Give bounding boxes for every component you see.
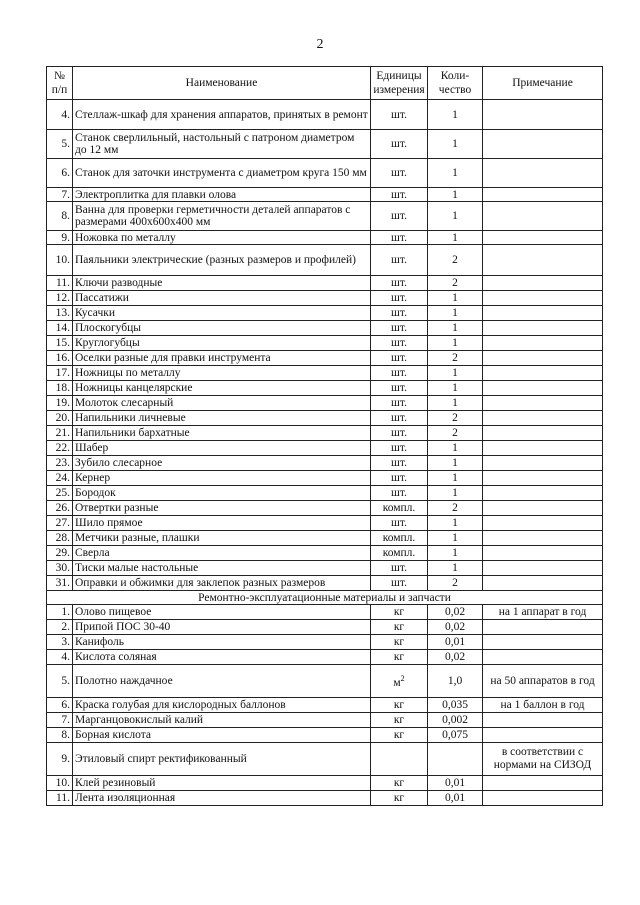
row-quantity: 0,035	[428, 698, 483, 713]
row-number: 24.	[47, 471, 73, 486]
table-row	[47, 456, 603, 471]
row-quantity: 1	[428, 381, 483, 396]
table-row	[47, 576, 603, 591]
row-note	[483, 486, 603, 501]
row-number: 17.	[47, 366, 73, 381]
row-note	[483, 130, 603, 159]
row-quantity: 1	[428, 456, 483, 471]
materials-section-header	[47, 591, 603, 605]
table-row	[47, 561, 603, 576]
row-number: 28.	[47, 531, 73, 546]
row-unit: шт.	[371, 336, 428, 351]
row-name: Ножницы канцелярские	[73, 381, 371, 396]
table-row	[47, 321, 603, 336]
row-quantity: 1,0	[428, 665, 483, 698]
row-quantity: 2	[428, 245, 483, 276]
row-note	[483, 366, 603, 381]
row-unit: кг	[371, 791, 428, 806]
row-name: Ключи разводные	[73, 276, 371, 291]
row-quantity: 1	[428, 321, 483, 336]
row-quantity	[428, 743, 483, 776]
row-unit: кг	[371, 728, 428, 743]
row-name: Отвертки разные	[73, 501, 371, 516]
row-unit: шт.	[371, 276, 428, 291]
row-note	[483, 620, 603, 635]
row-name: Кусачки	[73, 306, 371, 321]
table-row	[47, 531, 603, 546]
row-unit: шт.	[371, 159, 428, 188]
table-row	[47, 650, 603, 665]
row-note	[483, 381, 603, 396]
row-name: Станок сверлильный, настольный с патроном диаметром до 12 мм	[73, 130, 371, 159]
row-quantity: 1	[428, 291, 483, 306]
row-name: Электроплитка для плавки олова	[73, 188, 371, 202]
row-note	[483, 561, 603, 576]
header-quantity: Коли- чество	[428, 67, 483, 100]
row-quantity: 0,02	[428, 620, 483, 635]
row-quantity: 0,01	[428, 791, 483, 806]
row-number: 9.	[47, 743, 73, 776]
row-unit: шт.	[371, 100, 428, 130]
row-number: 29.	[47, 546, 73, 561]
row-number: 1.	[47, 605, 73, 620]
table-header-row	[47, 67, 603, 100]
header-name: Наименование	[73, 67, 371, 100]
row-unit: шт.	[371, 366, 428, 381]
table-row	[47, 605, 603, 620]
row-note: на 1 баллон в год	[483, 698, 603, 713]
row-number: 10.	[47, 245, 73, 276]
row-quantity: 1	[428, 366, 483, 381]
row-number: 11.	[47, 791, 73, 806]
row-number: 12.	[47, 291, 73, 306]
row-unit: кг	[371, 605, 428, 620]
unit-superscript: 2	[400, 674, 405, 684]
row-quantity: 0,02	[428, 650, 483, 665]
row-name: Полотно наждачное	[73, 665, 371, 698]
row-unit: шт.	[371, 396, 428, 411]
table-row	[47, 159, 603, 188]
row-quantity: 0,02	[428, 605, 483, 620]
row-quantity: 2	[428, 501, 483, 516]
row-name: Тиски малые настольные	[73, 561, 371, 576]
row-quantity: 1	[428, 231, 483, 245]
header-note: Примечание	[483, 67, 603, 100]
table-row	[47, 130, 603, 159]
row-number: 22.	[47, 441, 73, 456]
table-row	[47, 620, 603, 635]
row-unit: шт.	[371, 486, 428, 501]
row-name: Ножовка по металлу	[73, 231, 371, 245]
table-row	[47, 501, 603, 516]
row-name: Канифоль	[73, 635, 371, 650]
row-name: Оправки и обжимки для заклепок разных размеров	[73, 576, 371, 591]
row-unit: компл.	[371, 501, 428, 516]
row-unit: шт.	[371, 231, 428, 245]
row-note	[483, 336, 603, 351]
table-row	[47, 776, 603, 791]
row-note	[483, 188, 603, 202]
table-row	[47, 336, 603, 351]
row-note	[483, 245, 603, 276]
table-row	[47, 202, 603, 231]
row-quantity: 1	[428, 159, 483, 188]
row-note: на 50 аппаратов в год	[483, 665, 603, 698]
row-unit: шт.	[371, 456, 428, 471]
row-note	[483, 576, 603, 591]
row-note	[483, 471, 603, 486]
table-row	[47, 231, 603, 245]
row-quantity: 1	[428, 486, 483, 501]
materials-section	[47, 605, 603, 806]
table-row	[47, 396, 603, 411]
table-row	[47, 426, 603, 441]
header-number: № п/п	[47, 67, 73, 100]
row-note	[483, 650, 603, 665]
row-unit: шт.	[371, 306, 428, 321]
row-quantity: 2	[428, 351, 483, 366]
row-note	[483, 546, 603, 561]
row-number: 6.	[47, 698, 73, 713]
row-unit: шт.	[371, 576, 428, 591]
table-row	[47, 276, 603, 291]
row-quantity: 1	[428, 336, 483, 351]
row-unit: шт.	[371, 202, 428, 231]
row-quantity: 1	[428, 306, 483, 321]
table-row	[47, 516, 603, 531]
row-quantity: 1	[428, 202, 483, 231]
table-row	[47, 306, 603, 321]
row-number: 7.	[47, 188, 73, 202]
row-unit: кг	[371, 713, 428, 728]
row-unit: шт.	[371, 471, 428, 486]
row-number: 16.	[47, 351, 73, 366]
row-name: Шабер	[73, 441, 371, 456]
row-number: 6.	[47, 159, 73, 188]
row-note	[483, 456, 603, 471]
row-number: 25.	[47, 486, 73, 501]
row-number: 5.	[47, 665, 73, 698]
row-number: 14.	[47, 321, 73, 336]
row-name: Кернер	[73, 471, 371, 486]
row-quantity: 0,01	[428, 776, 483, 791]
row-unit: шт.	[371, 130, 428, 159]
row-quantity: 2	[428, 576, 483, 591]
table-row	[47, 713, 603, 728]
row-name: Пассатижи	[73, 291, 371, 306]
row-name: Кислота соляная	[73, 650, 371, 665]
header-unit: Единицы измерения	[371, 67, 428, 100]
row-name: Станок для заточки инструмента с диаметром круга 150 мм	[73, 159, 371, 188]
row-number: 15.	[47, 336, 73, 351]
row-number: 13.	[47, 306, 73, 321]
row-unit: шт.	[371, 516, 428, 531]
row-number: 18.	[47, 381, 73, 396]
row-quantity: 0,075	[428, 728, 483, 743]
row-unit: шт.	[371, 561, 428, 576]
row-quantity: 1	[428, 396, 483, 411]
row-name: Ножницы по металлу	[73, 366, 371, 381]
section-title: Ремонтно-эксплуатационные материалы и запчасти	[47, 591, 603, 605]
row-quantity: 1	[428, 561, 483, 576]
row-note	[483, 100, 603, 130]
row-name: Шило прямое	[73, 516, 371, 531]
row-number: 21.	[47, 426, 73, 441]
row-name: Молоток слесарный	[73, 396, 371, 411]
table-row	[47, 411, 603, 426]
row-unit: кг	[371, 650, 428, 665]
table-row	[47, 635, 603, 650]
row-quantity: 2	[428, 276, 483, 291]
row-name: Плоскогубцы	[73, 321, 371, 336]
row-name: Стеллаж-шкаф для хранения аппаратов, принятых в ремонт	[73, 100, 371, 130]
row-quantity: 1	[428, 100, 483, 130]
row-unit: кг	[371, 698, 428, 713]
table-row	[47, 546, 603, 561]
row-name: Бородок	[73, 486, 371, 501]
table-row	[47, 486, 603, 501]
row-quantity: 0,002	[428, 713, 483, 728]
row-name: Метчики разные, плашки	[73, 531, 371, 546]
row-number: 5.	[47, 130, 73, 159]
table-row	[47, 471, 603, 486]
table-row	[47, 366, 603, 381]
row-number: 23.	[47, 456, 73, 471]
row-unit: шт.	[371, 351, 428, 366]
table-row	[47, 100, 603, 130]
table-row	[47, 728, 603, 743]
row-note	[483, 306, 603, 321]
row-name: Краска голубая для кислородных баллонов	[73, 698, 371, 713]
row-note	[483, 516, 603, 531]
row-name: Олово пищевое	[73, 605, 371, 620]
row-name: Сверла	[73, 546, 371, 561]
row-note	[483, 411, 603, 426]
row-name: Зубило слесарное	[73, 456, 371, 471]
row-note	[483, 276, 603, 291]
table-row	[47, 351, 603, 366]
row-quantity: 0,01	[428, 635, 483, 650]
row-number: 10.	[47, 776, 73, 791]
row-unit: шт.	[371, 381, 428, 396]
row-note	[483, 531, 603, 546]
row-number: 26.	[47, 501, 73, 516]
row-unit: $м^2$	[371, 665, 428, 698]
row-number: 19.	[47, 396, 73, 411]
row-number: 8.	[47, 202, 73, 231]
row-number: 9.	[47, 231, 73, 245]
row-name: Марганцовокислый калий	[73, 713, 371, 728]
table-row	[47, 791, 603, 806]
row-number: 4.	[47, 100, 73, 130]
row-unit: шт.	[371, 245, 428, 276]
table-row	[47, 291, 603, 306]
row-name: Паяльники электрические (разных размеров и профилей)	[73, 245, 371, 276]
table-row	[47, 665, 603, 698]
row-number: 27.	[47, 516, 73, 531]
table-row	[47, 441, 603, 456]
row-quantity: 1	[428, 471, 483, 486]
row-quantity: 1	[428, 546, 483, 561]
row-quantity: 2	[428, 426, 483, 441]
row-quantity: 1	[428, 441, 483, 456]
tools-section	[47, 100, 603, 591]
row-note	[483, 396, 603, 411]
row-unit: шт.	[371, 291, 428, 306]
row-unit	[371, 743, 428, 776]
row-number: 4.	[47, 650, 73, 665]
row-number: 2.	[47, 620, 73, 635]
row-name: Круглогубцы	[73, 336, 371, 351]
row-number: 3.	[47, 635, 73, 650]
row-note	[483, 231, 603, 245]
row-number: 8.	[47, 728, 73, 743]
row-note	[483, 441, 603, 456]
row-name: Напильники бархатные	[73, 426, 371, 441]
row-name: Ванна для проверки герметичности деталей аппаратов с размерами 400х600х400 мм	[73, 202, 371, 231]
row-name: Оселки разные для правки инструмента	[73, 351, 371, 366]
row-note	[483, 635, 603, 650]
row-name: Напильники личневые	[73, 411, 371, 426]
row-quantity: 2	[428, 411, 483, 426]
row-quantity: 1	[428, 531, 483, 546]
row-unit: кг	[371, 635, 428, 650]
row-unit: шт.	[371, 426, 428, 441]
row-unit: кг	[371, 776, 428, 791]
row-name: Лента изоляционная	[73, 791, 371, 806]
row-name: Борная кислота	[73, 728, 371, 743]
table-row	[47, 245, 603, 276]
row-number: 7.	[47, 713, 73, 728]
row-note	[483, 291, 603, 306]
section-title-row	[47, 591, 603, 605]
row-note	[483, 501, 603, 516]
row-note	[483, 351, 603, 366]
row-quantity: 1	[428, 516, 483, 531]
row-name: Припой ПОС 30-40	[73, 620, 371, 635]
row-note	[483, 728, 603, 743]
row-note	[483, 159, 603, 188]
row-number: 30.	[47, 561, 73, 576]
row-name: Этиловый спирт ректификованный	[73, 743, 371, 776]
row-note	[483, 713, 603, 728]
row-unit: компл.	[371, 531, 428, 546]
row-note	[483, 776, 603, 791]
page-number: 2	[316, 37, 324, 52]
row-note	[483, 791, 603, 806]
row-note: на 1 аппарат в год	[483, 605, 603, 620]
row-note	[483, 426, 603, 441]
row-note: в соответствии с нормами на СИЗОД	[483, 743, 603, 776]
row-number: 11.	[47, 276, 73, 291]
table-row	[47, 698, 603, 713]
row-quantity: 1	[428, 130, 483, 159]
inventory-table	[46, 66, 603, 806]
row-unit: шт.	[371, 321, 428, 336]
row-note	[483, 321, 603, 336]
table-row	[47, 743, 603, 776]
row-number: 20.	[47, 411, 73, 426]
row-unit: кг	[371, 620, 428, 635]
row-unit: шт.	[371, 188, 428, 202]
row-unit: компл.	[371, 546, 428, 561]
table-row	[47, 188, 603, 202]
table-row	[47, 381, 603, 396]
row-name: Клей резиновый	[73, 776, 371, 791]
row-quantity: 1	[428, 188, 483, 202]
row-note	[483, 202, 603, 231]
row-number: 31.	[47, 576, 73, 591]
row-unit: шт.	[371, 411, 428, 426]
row-unit: шт.	[371, 441, 428, 456]
